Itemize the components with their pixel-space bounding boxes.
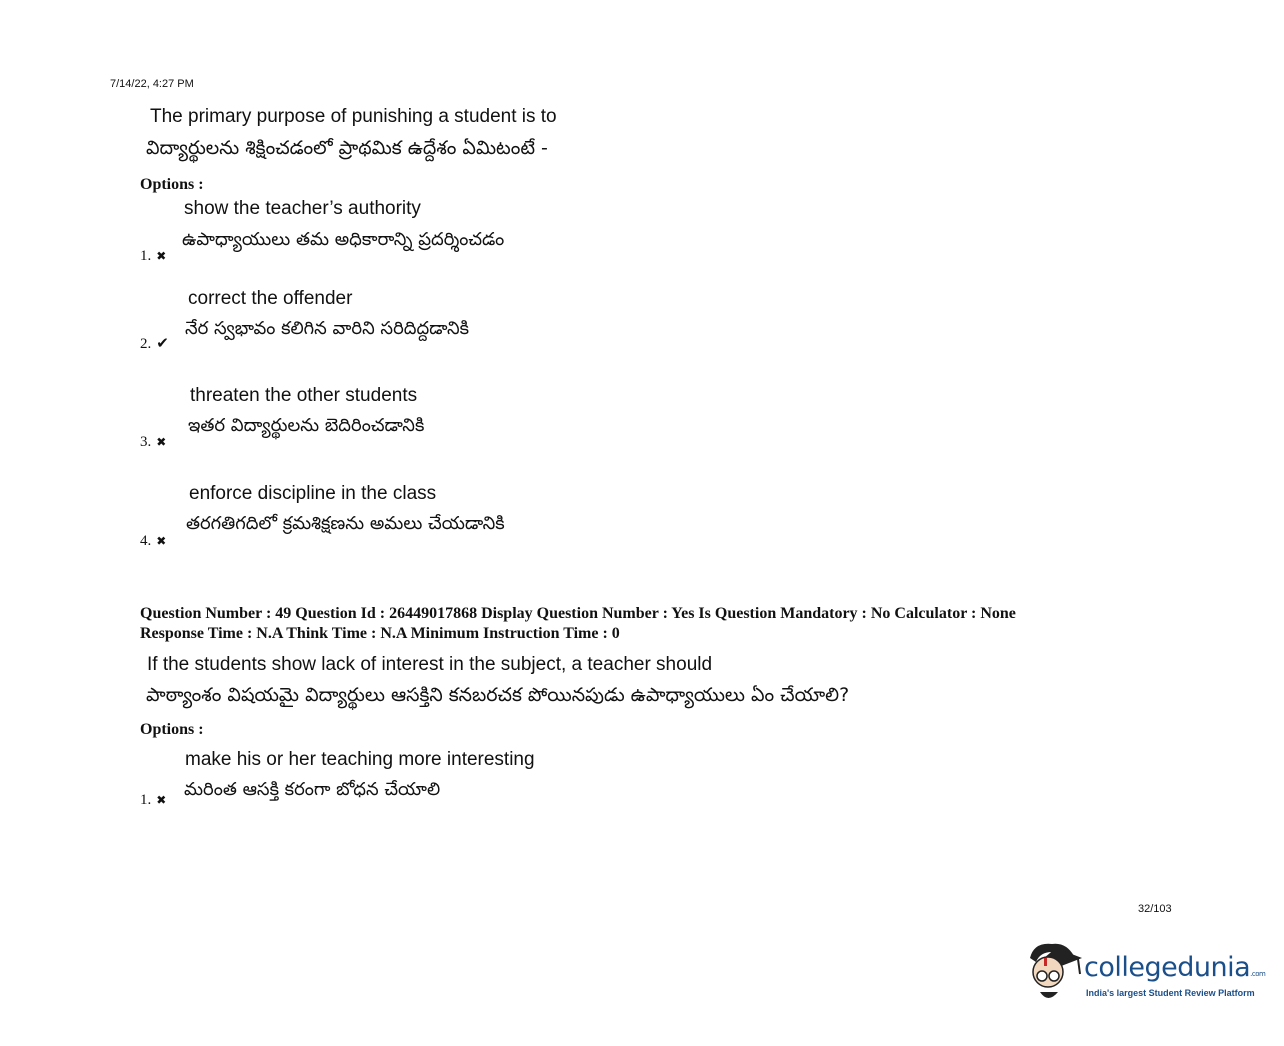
option-3-text-en: threaten the other students xyxy=(190,385,418,406)
option-4-number xyxy=(140,533,166,550)
cross-icon: ✖ xyxy=(156,435,167,449)
question-text-te: విద్యార్థులను శిక్షించడంలో ప్రాథమిక ఉద్దేశం ఏమిటంటే - xyxy=(146,137,548,159)
timestamp: 7/14/22, 4:27 PM xyxy=(110,78,194,90)
options-label: Options : xyxy=(140,176,204,193)
mascot-icon xyxy=(1022,938,1084,1008)
check-icon: ✔ xyxy=(156,336,169,352)
option-2-number xyxy=(140,334,169,353)
logo-name: collegedunia xyxy=(1084,952,1251,983)
option-4-text-en: enforce discipline in the class xyxy=(189,483,437,504)
option-2-text-en: correct the offender xyxy=(188,288,353,309)
page-number: 32/103 xyxy=(1138,903,1172,915)
option-number-label: 4. xyxy=(140,533,152,549)
cross-icon: ✖ xyxy=(156,793,167,807)
option-number-label: 2. xyxy=(140,336,152,352)
collegedunia-logo xyxy=(1022,938,1266,1008)
options-label: Options : xyxy=(140,721,204,738)
option-1-number xyxy=(140,792,166,809)
cross-icon: ✖ xyxy=(156,534,167,548)
option-number-label: 1. xyxy=(140,792,152,808)
question-text-en: The primary purpose of punishing a student is to xyxy=(150,106,557,127)
cross-icon: ✖ xyxy=(156,249,167,263)
logo-suffix: .com xyxy=(1250,970,1266,978)
option-1-text-en: show the teacher’s authority xyxy=(184,198,421,219)
logo-wordmark xyxy=(1084,952,1265,983)
option-number-label: 3. xyxy=(140,434,152,450)
option-1-text-en: make his or her teaching more interesting xyxy=(185,749,535,770)
option-1-number xyxy=(140,248,166,265)
option-1-text-te: ఉపాధ్యాయులు తమ అధికారాన్ని ప్రదర్శించడం xyxy=(182,229,505,250)
option-4-text-te: తరగతిగదిలో క్రమశిక్షణను అమలు చేయడానికి xyxy=(186,513,505,534)
option-3-text-te: ఇతర విద్యార్థులను బెదిరించడానికి xyxy=(188,415,425,436)
logo-tagline: India's largest Student Review Platform xyxy=(1086,988,1255,998)
question-meta-line-2: Response Time : N.A Think Time : N.A Minimum Instruction Time : 0 xyxy=(140,625,620,642)
option-3-number xyxy=(140,434,166,451)
question-meta-line-1: Question Number : 49 Question Id : 26449017868 Display Question Number : Yes Is Question Mandatory : No Calculator : None xyxy=(140,605,1016,622)
option-2-text-te: నేర స్వభావం కలిగిన వారిని సరిదిద్దడానికి xyxy=(185,318,469,339)
question-text-te: పాఠ్యాంశం విషయమై విద్యార్థులు ఆసక్తిని కనబరచక పోయినపుడు ఉపాధ్యాయులు ఏం చేయాలి? xyxy=(146,684,850,706)
question-text-en: If the students show lack of interest in the subject, a teacher should xyxy=(147,654,713,675)
option-1-text-te: మరింత ఆసక్తి కరంగా బోధన చేయాలి xyxy=(184,779,441,800)
option-number-label: 1. xyxy=(140,248,152,264)
